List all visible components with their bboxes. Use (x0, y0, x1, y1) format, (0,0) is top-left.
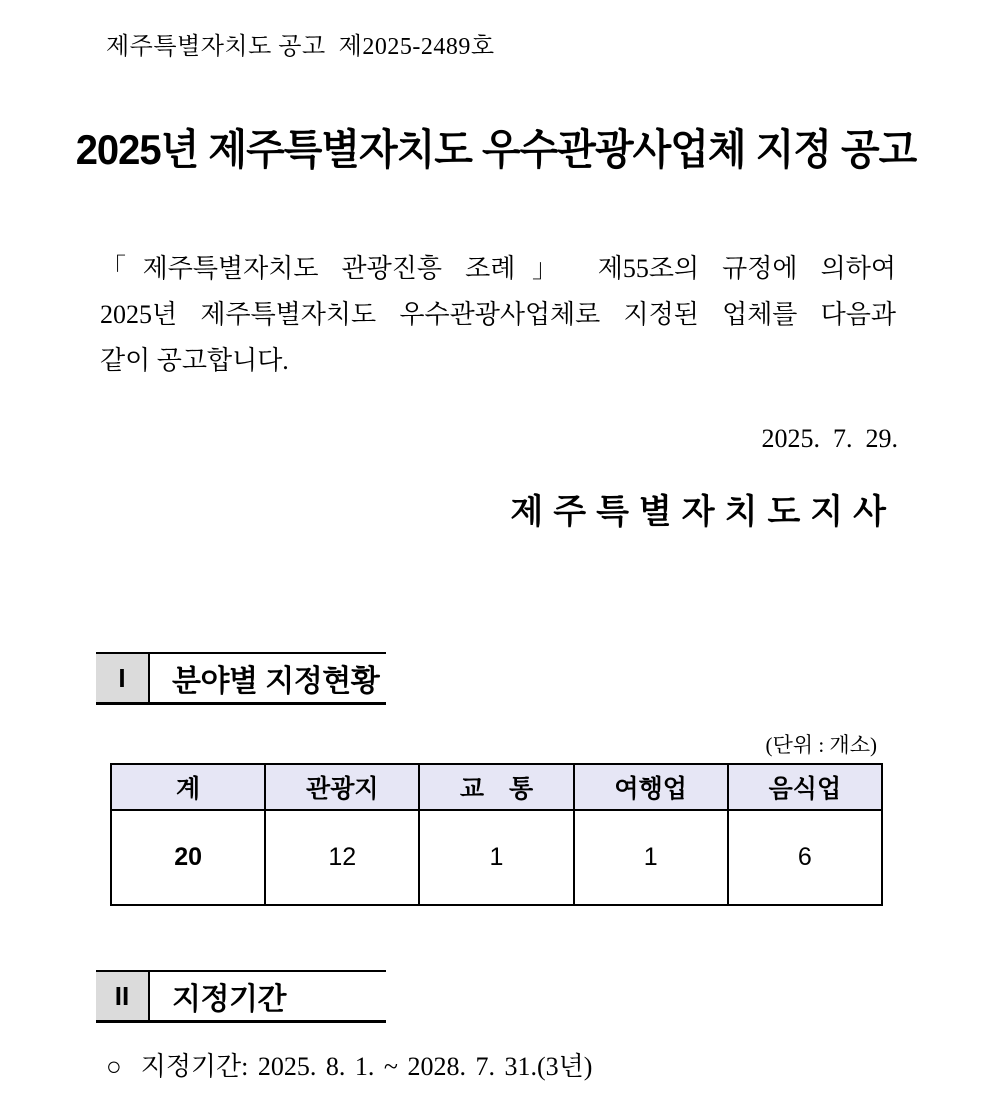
table-unit-label: (단위 : 개소) (765, 733, 877, 757)
section-1-numeral: I (96, 654, 150, 702)
section-1-header (96, 652, 386, 705)
body-line-3: 같이 공고합니다. (100, 346, 289, 375)
body-paragraph (100, 246, 896, 384)
value-total: 20 (111, 810, 265, 905)
section-2-title: 지정기간 (172, 983, 286, 1016)
notice-number: 제주특별자치도 공고 제2025-2489호 (106, 34, 495, 60)
designation-status-table (110, 763, 883, 906)
governor-signature: 제주특별자치도지사 (510, 494, 896, 531)
section-1-title: 분야별 지정현황 (172, 665, 380, 698)
header-restaurant: 음식업 (728, 764, 882, 810)
table-value-row (111, 810, 882, 905)
header-transport: 교 통 (419, 764, 573, 810)
section-2-numeral: II (96, 972, 150, 1020)
section-2-header (96, 970, 386, 1023)
header-travel: 여행업 (574, 764, 728, 810)
body-line-1: 「제주특별자치도 관광진흥 조례」 제55조의 규정에 의하여 (100, 254, 896, 283)
value-travel: 1 (574, 810, 728, 905)
table-header-row (111, 764, 882, 810)
header-tourist-site: 관광지 (265, 764, 419, 810)
header-total: 계 (111, 764, 265, 810)
designation-period-line: ○ 지정기간: 2025. 8. 1. ~ 2028. 7. 31.(3년) (106, 1052, 593, 1081)
value-tourist-site: 12 (265, 810, 419, 905)
body-line-2: 2025년 제주특별자치도 우수관광사업체로 지정된 업체를 다음과 (100, 300, 896, 329)
announcement-date: 2025. 7. 29. (761, 424, 898, 453)
value-transport: 1 (419, 810, 573, 905)
document-title: 2025년 제주특별자치도 우수관광사업체 지정 공고 (75, 127, 917, 174)
value-restaurant: 6 (728, 810, 882, 905)
